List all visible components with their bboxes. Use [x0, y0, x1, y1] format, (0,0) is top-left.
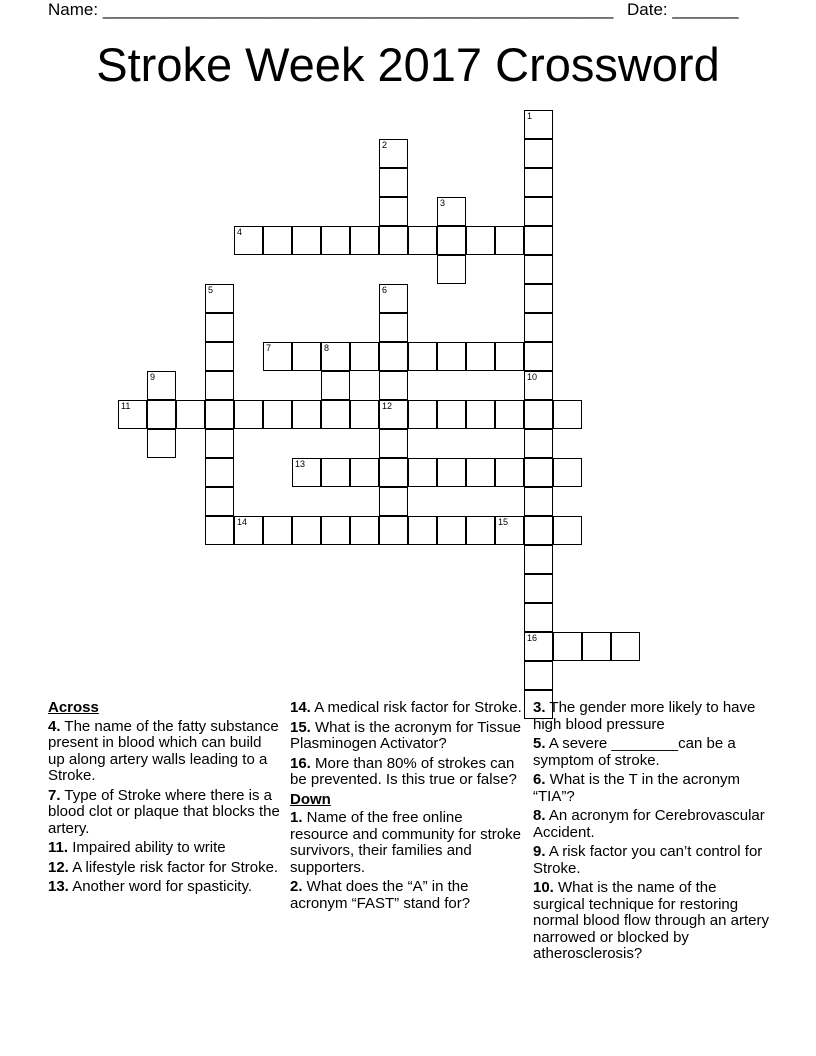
- grid-cell[interactable]: [350, 400, 379, 429]
- grid-cell[interactable]: [524, 139, 553, 168]
- grid-cell[interactable]: [263, 516, 292, 545]
- clue-number: 2: [382, 140, 388, 150]
- clue-item: [290, 879, 524, 912]
- clues-column-1: [48, 700, 280, 899]
- grid-cell[interactable]: [495, 342, 524, 371]
- grid-cell[interactable]: [611, 632, 640, 661]
- grid-cell[interactable]: [205, 284, 234, 313]
- grid-cell[interactable]: [524, 168, 553, 197]
- clue-text: The name of the fatty substance present in blood which can build up along artery walls leading to a Stroke.: [48, 717, 279, 784]
- grid-cell[interactable]: [350, 342, 379, 371]
- grid-cell[interactable]: [524, 545, 553, 574]
- grid-cell[interactable]: [321, 371, 350, 400]
- clue-text: Impaired ability to write: [68, 839, 226, 856]
- grid-cell[interactable]: [524, 516, 553, 545]
- clue-number: 14: [237, 517, 248, 527]
- clue-number: 3: [440, 198, 446, 208]
- clue-number-label: 7.: [48, 786, 61, 804]
- clue-number-label: 13.: [48, 878, 69, 895]
- clue-number: 5: [208, 285, 214, 295]
- grid-cell[interactable]: [379, 487, 408, 516]
- clue-number: 1: [527, 111, 533, 121]
- grid-cell[interactable]: [437, 197, 466, 226]
- across-heading: Across: [48, 699, 99, 716]
- grid-cell[interactable]: [524, 110, 553, 139]
- grid-cell[interactable]: [524, 284, 553, 313]
- clue-text: What is the T in the acronym “TIA”?: [533, 771, 741, 805]
- clue-item: [533, 736, 769, 769]
- clue-text: A lifestyle risk factor for Stroke.: [68, 858, 279, 876]
- grid-cell[interactable]: [437, 516, 466, 545]
- clue-number-label: 16.: [290, 754, 311, 772]
- clue-number-label: 9.: [533, 843, 546, 860]
- clue-text: A severe ________can be a symptom of stroke.: [533, 735, 736, 769]
- clue-item: [533, 880, 769, 963]
- grid-cell[interactable]: [466, 516, 495, 545]
- grid-cell[interactable]: [321, 342, 350, 371]
- clue-number: 6: [382, 285, 388, 295]
- grid-cell[interactable]: [495, 226, 524, 255]
- clue-number: 9: [150, 372, 156, 382]
- clue-item: [290, 700, 524, 717]
- clue-number-label: 4.: [48, 717, 61, 735]
- grid-cell[interactable]: [466, 226, 495, 255]
- clue-number: 16: [527, 633, 538, 643]
- grid-cell[interactable]: [379, 371, 408, 400]
- grid-cell[interactable]: [205, 313, 234, 342]
- grid-cell[interactable]: [147, 429, 176, 458]
- grid-cell[interactable]: [176, 400, 205, 429]
- grid-cell[interactable]: [495, 458, 524, 487]
- grid-cell[interactable]: [379, 342, 408, 371]
- page-title: Stroke Week 2017 Crossword: [96, 38, 720, 91]
- clue-number: 8: [324, 343, 330, 353]
- grid-cell[interactable]: [292, 342, 321, 371]
- clues-column-2: [290, 700, 524, 915]
- clue-text: What does the “A” in the acronym “FAST” stand for?: [290, 878, 471, 912]
- grid-cell[interactable]: [379, 284, 408, 313]
- grid-cell[interactable]: [524, 603, 553, 632]
- grid-cell[interactable]: [553, 400, 582, 429]
- grid-cell[interactable]: [292, 458, 321, 487]
- grid-cell[interactable]: [495, 400, 524, 429]
- date-blank: _______: [672, 0, 739, 19]
- clue-text: What is the acronym for Tissue Plasminogen Activator?: [290, 718, 521, 752]
- grid-cell[interactable]: [379, 226, 408, 255]
- grid-cell[interactable]: [379, 516, 408, 545]
- clue-item: [48, 719, 280, 785]
- clue-number-label: 15.: [290, 718, 311, 736]
- grid-cell[interactable]: [466, 400, 495, 429]
- clue-item: [533, 772, 769, 805]
- grid-cell[interactable]: [205, 429, 234, 458]
- clue-number: 12: [382, 401, 393, 411]
- grid-cell[interactable]: [321, 458, 350, 487]
- clue-item: [48, 879, 280, 896]
- clue-item: [533, 844, 769, 877]
- grid-cell[interactable]: [466, 342, 495, 371]
- grid-cell[interactable]: [524, 429, 553, 458]
- grid-cell[interactable]: [205, 516, 234, 545]
- grid-cell[interactable]: [437, 400, 466, 429]
- grid-cell[interactable]: [379, 429, 408, 458]
- grid-cell[interactable]: [524, 574, 553, 603]
- name-blank: ______________________________________________________: [102, 0, 614, 19]
- clue-item: [290, 810, 524, 876]
- grid-cell[interactable]: [408, 458, 437, 487]
- grid-cell[interactable]: [263, 342, 292, 371]
- clue-number-label: 11.: [48, 839, 69, 856]
- grid-cell[interactable]: [524, 313, 553, 342]
- grid-cell[interactable]: [379, 139, 408, 168]
- date-label: Date:: [627, 0, 668, 19]
- grid-cell[interactable]: [321, 226, 350, 255]
- grid-cell[interactable]: [205, 342, 234, 371]
- grid-cell[interactable]: [234, 400, 263, 429]
- clue-number-label: 5.: [533, 735, 546, 752]
- grid-cell[interactable]: [263, 400, 292, 429]
- grid-cell[interactable]: [524, 458, 553, 487]
- clue-item: [48, 788, 280, 838]
- grid-cell[interactable]: [524, 371, 553, 400]
- clue-number-label: 3.: [533, 699, 546, 716]
- clue-item: [48, 860, 280, 877]
- grid-cell[interactable]: [524, 632, 553, 661]
- grid-cell[interactable]: [553, 458, 582, 487]
- clue-number: 7: [266, 343, 272, 353]
- grid-cell[interactable]: [524, 226, 553, 255]
- grid-cell[interactable]: [524, 255, 553, 284]
- grid-cell[interactable]: [118, 400, 147, 429]
- name-label: Name:: [48, 0, 99, 19]
- clue-item: [290, 720, 524, 753]
- clue-number-label: 14.: [290, 699, 311, 716]
- clue-number: 11: [121, 401, 131, 411]
- clue-number-label: 1.: [290, 809, 303, 826]
- grid-cell[interactable]: [292, 400, 321, 429]
- grid-cell[interactable]: [524, 342, 553, 371]
- grid-cell[interactable]: [350, 516, 379, 545]
- grid-cell[interactable]: [321, 516, 350, 545]
- grid-cell[interactable]: [437, 226, 466, 255]
- grid-cell[interactable]: [524, 487, 553, 516]
- clue-text: What is the name of the surgical technique for restoring normal blood flow through an artery narrowed or blocked by atherosclerosis?: [533, 879, 769, 962]
- grid-cell[interactable]: [147, 400, 176, 429]
- grid-cell[interactable]: [147, 371, 176, 400]
- clue-text: An acronym for Cerebrovascular Accident.: [533, 807, 765, 841]
- grid-cell[interactable]: [524, 197, 553, 226]
- grid-cell[interactable]: [408, 516, 437, 545]
- grid-cell[interactable]: [408, 400, 437, 429]
- clue-text: Type of Stroke where there is a blood clot or plaque that blocks the artery.: [48, 786, 280, 837]
- clue-item: [48, 840, 280, 857]
- grid-cell[interactable]: [495, 516, 524, 545]
- clue-number-label: 8.: [533, 807, 546, 824]
- clue-item: [533, 808, 769, 841]
- grid-cell[interactable]: [466, 458, 495, 487]
- clue-text: Another word for spasticity.: [68, 878, 252, 895]
- grid-cell[interactable]: [379, 168, 408, 197]
- grid-cell[interactable]: [321, 400, 350, 429]
- grid-cell[interactable]: [524, 400, 553, 429]
- grid-cell[interactable]: [553, 516, 582, 545]
- grid-cell[interactable]: [379, 400, 408, 429]
- grid-cell[interactable]: [234, 516, 263, 545]
- clue-text: A medical risk factor for Stroke.: [310, 699, 522, 716]
- clue-text: Name of the free online resource and community for stroke survivors, their families and supporters.: [290, 809, 521, 876]
- grid-cell[interactable]: [379, 458, 408, 487]
- clue-number: 4: [237, 227, 243, 237]
- grid-cell[interactable]: [205, 400, 234, 429]
- grid-cell[interactable]: [408, 226, 437, 255]
- clue-number-label: 6.: [533, 771, 546, 788]
- grid-cell[interactable]: [205, 371, 234, 400]
- grid-cell[interactable]: [379, 313, 408, 342]
- grid-cell[interactable]: [350, 458, 379, 487]
- grid-cell[interactable]: [234, 226, 263, 255]
- grid-cell[interactable]: [263, 226, 292, 255]
- grid-cell[interactable]: [408, 342, 437, 371]
- grid-cell[interactable]: [292, 226, 321, 255]
- clue-item: [533, 700, 769, 733]
- grid-cell[interactable]: [205, 487, 234, 516]
- down-heading: Down: [290, 790, 331, 808]
- grid-cell[interactable]: [350, 226, 379, 255]
- grid-cell[interactable]: [379, 197, 408, 226]
- clue-item: [290, 756, 524, 789]
- clue-number-label: 12.: [48, 858, 69, 876]
- grid-cell[interactable]: [437, 342, 466, 371]
- clue-number-label: 10.: [533, 879, 554, 896]
- clue-number: 15: [498, 517, 509, 527]
- clue-number: 10: [527, 372, 538, 382]
- clue-text: The gender more likely to have high blood pressure: [533, 699, 756, 733]
- grid-cell[interactable]: [524, 661, 553, 690]
- grid-cell[interactable]: [437, 458, 466, 487]
- grid-cell[interactable]: [292, 516, 321, 545]
- clue-text: A risk factor you can’t control for Stroke.: [533, 843, 763, 877]
- clue-number-label: 2.: [290, 878, 303, 895]
- grid-cell[interactable]: [582, 632, 611, 661]
- grid-cell[interactable]: [553, 632, 582, 661]
- clue-text: More than 80% of strokes can be prevented. Is this true or false?: [290, 754, 517, 788]
- clue-number: 13: [295, 459, 306, 469]
- grid-cell[interactable]: [205, 458, 234, 487]
- grid-cell[interactable]: [437, 255, 466, 284]
- clues-column-3: [533, 700, 769, 966]
